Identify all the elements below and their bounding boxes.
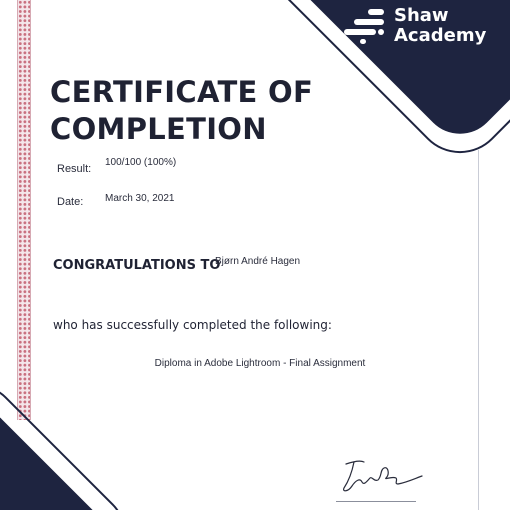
congratulations-label: CONGRATULATIONS TO [53, 258, 221, 273]
title-line-1: CERTIFICATE OF [50, 75, 314, 109]
recipient-name: Bjørn André Hagen [215, 256, 301, 267]
decorative-ribbon [17, 0, 31, 420]
completion-statement: who has successfully completed the following: [53, 318, 332, 332]
logo-text [394, 6, 486, 46]
date-label: Date: [57, 196, 84, 208]
border-line [478, 150, 479, 510]
certificate-title [50, 74, 350, 148]
signature-line [336, 501, 416, 502]
course-name: Diploma in Adobe Lightroom - Final Assignment [154, 358, 366, 369]
result-label: Result: [57, 163, 92, 175]
logo-line-1: Shaw [394, 5, 449, 26]
date-value: March 30, 2021 [105, 193, 175, 204]
shaw-academy-logo-icon [340, 6, 388, 46]
logo-line-2: Academy [394, 25, 487, 46]
title-line-2: COMPLETION [50, 112, 267, 146]
shaw-academy-logo [340, 4, 500, 48]
result-value: 100/100 (100%) [105, 157, 177, 168]
signature-image [338, 454, 428, 500]
